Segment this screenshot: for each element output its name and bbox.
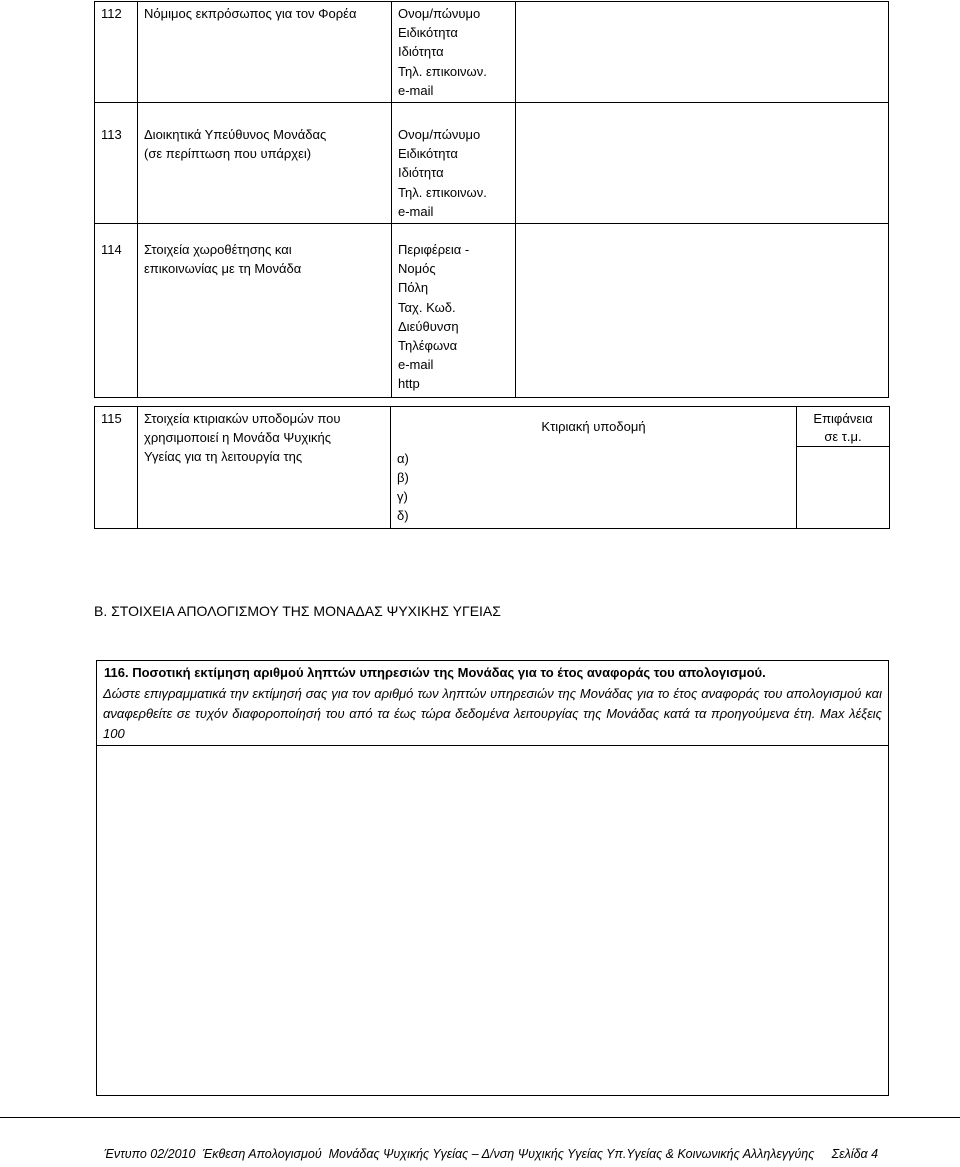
field-label: Ειδικότητα — [398, 146, 458, 162]
field-label: e-mail — [398, 357, 434, 373]
building-table — [94, 406, 890, 529]
row-number: 112 — [95, 2, 138, 103]
field-label: Τηλ. επικοινων. — [398, 184, 487, 200]
description-line: Διοικητικά Υπεύθυνος Μονάδας — [144, 127, 327, 143]
table-row-115 — [95, 407, 890, 447]
row-number: 113 — [95, 103, 138, 224]
answer-cell-112[interactable] — [516, 2, 889, 103]
field-label: Ειδικότητα — [398, 25, 458, 41]
area-header-line: Επιφάνεια — [813, 411, 873, 426]
building-column-header: Κτιριακή υποδομή — [391, 407, 797, 447]
building-item: δ) — [397, 508, 409, 524]
description-line: (σε περίπτωση που υπάρχει) — [144, 146, 312, 162]
row-description — [138, 103, 392, 224]
area-answer-cell[interactable] — [797, 447, 890, 529]
field-label: e-mail — [398, 82, 434, 98]
field-label: Ονομ/πώνυμο — [398, 127, 481, 143]
description-line: επικοινωνίας με τη Μονάδα — [144, 261, 302, 277]
field-label: Περιφέρεια - — [398, 242, 470, 258]
row-number: 114 — [95, 224, 138, 398]
field-label: Πόλη — [398, 280, 429, 296]
answer-cell-114[interactable] — [516, 224, 889, 398]
description-line: χρησιμοποιεί η Μονάδα Ψυχικής — [144, 430, 332, 446]
row-description — [138, 2, 392, 103]
field-label: Ταχ. Κωδ. — [398, 299, 456, 315]
field-labels — [392, 224, 516, 398]
info-table-top — [94, 1, 889, 398]
field-label: e-mail — [398, 203, 434, 219]
building-item: α) — [397, 450, 409, 466]
question-116-instructions: Δώστε επιγραμματικά την εκτίμησή σας για τον αριθμό των ληπτών υπηρεσιών της Μονάδας για το έτος αναφοράς του απολογισμού και αναφερθείτε σε τυχόν διαφοροποίησή του από τα έως τώρα δεδομένα λειτουργίας της Μονάδας κατά τα προηγούμενα έτη. Max λέξεις 100 — [103, 686, 882, 741]
table-row-112 — [95, 2, 889, 103]
building-item: γ) — [397, 488, 408, 504]
description-line: Υγείας για τη λειτουργία της — [144, 449, 303, 465]
building-item: β) — [397, 469, 409, 485]
table-row-113 — [95, 103, 889, 224]
field-label: Τηλέφωνα — [398, 338, 458, 354]
table-row-114 — [95, 224, 889, 398]
area-header-line: σε τ.μ. — [824, 429, 862, 444]
section-b-heading: Β. ΣΤΟΙΧΕΙΑ ΑΠΟΛΟΓΙΣΜΟΥ ΤΗΣ ΜΟΝΑΔΑΣ ΨΥΧΙΚΗΣ ΥΓΕΙΑΣ — [94, 603, 501, 619]
question-116-title: 116. Ποσοτική εκτίμηση αριθμού ληπτών υπηρεσιών της Μονάδας για το έτος αναφοράς του απολογισμού. — [104, 665, 766, 680]
answer-cell-113[interactable] — [516, 103, 889, 224]
description-line: Στοιχεία χωροθέτησης και — [144, 242, 292, 258]
area-column-header — [797, 407, 890, 447]
description-line: Στοιχεία κτιριακών υποδομών που — [144, 411, 341, 426]
footer-divider — [0, 1117, 960, 1118]
field-label: Διεύθυνση — [398, 318, 459, 334]
field-label: http — [398, 376, 420, 392]
field-label: Ιδιότητα — [398, 44, 444, 60]
field-label: Ιδιότητα — [398, 165, 444, 181]
building-items[interactable] — [391, 447, 797, 529]
question-116-answer-area[interactable] — [97, 746, 888, 1095]
field-label: Ονομ/πώνυμο — [398, 6, 481, 21]
page-footer: Έντυπο 02/2010 Έκθεση Απολογισμού Μονάδας Ψυχικής Υγείας – Δ/νση Ψυχικής Υγείας Υπ.Υγείας & Κοινωνικής Αλληλεγγύης Σελίδα 4 — [104, 1147, 879, 1161]
question-116-box — [96, 660, 889, 1096]
description-line: Νόμιμος εκπρόσωπος για τον Φορέα — [144, 6, 357, 21]
field-labels — [392, 103, 516, 224]
field-labels — [392, 2, 516, 103]
row-description — [138, 407, 391, 529]
row-description — [138, 224, 392, 398]
field-label: Τηλ. επικοινων. — [398, 63, 487, 79]
row-number: 115 — [95, 407, 138, 529]
field-label: Νομός — [398, 261, 436, 277]
